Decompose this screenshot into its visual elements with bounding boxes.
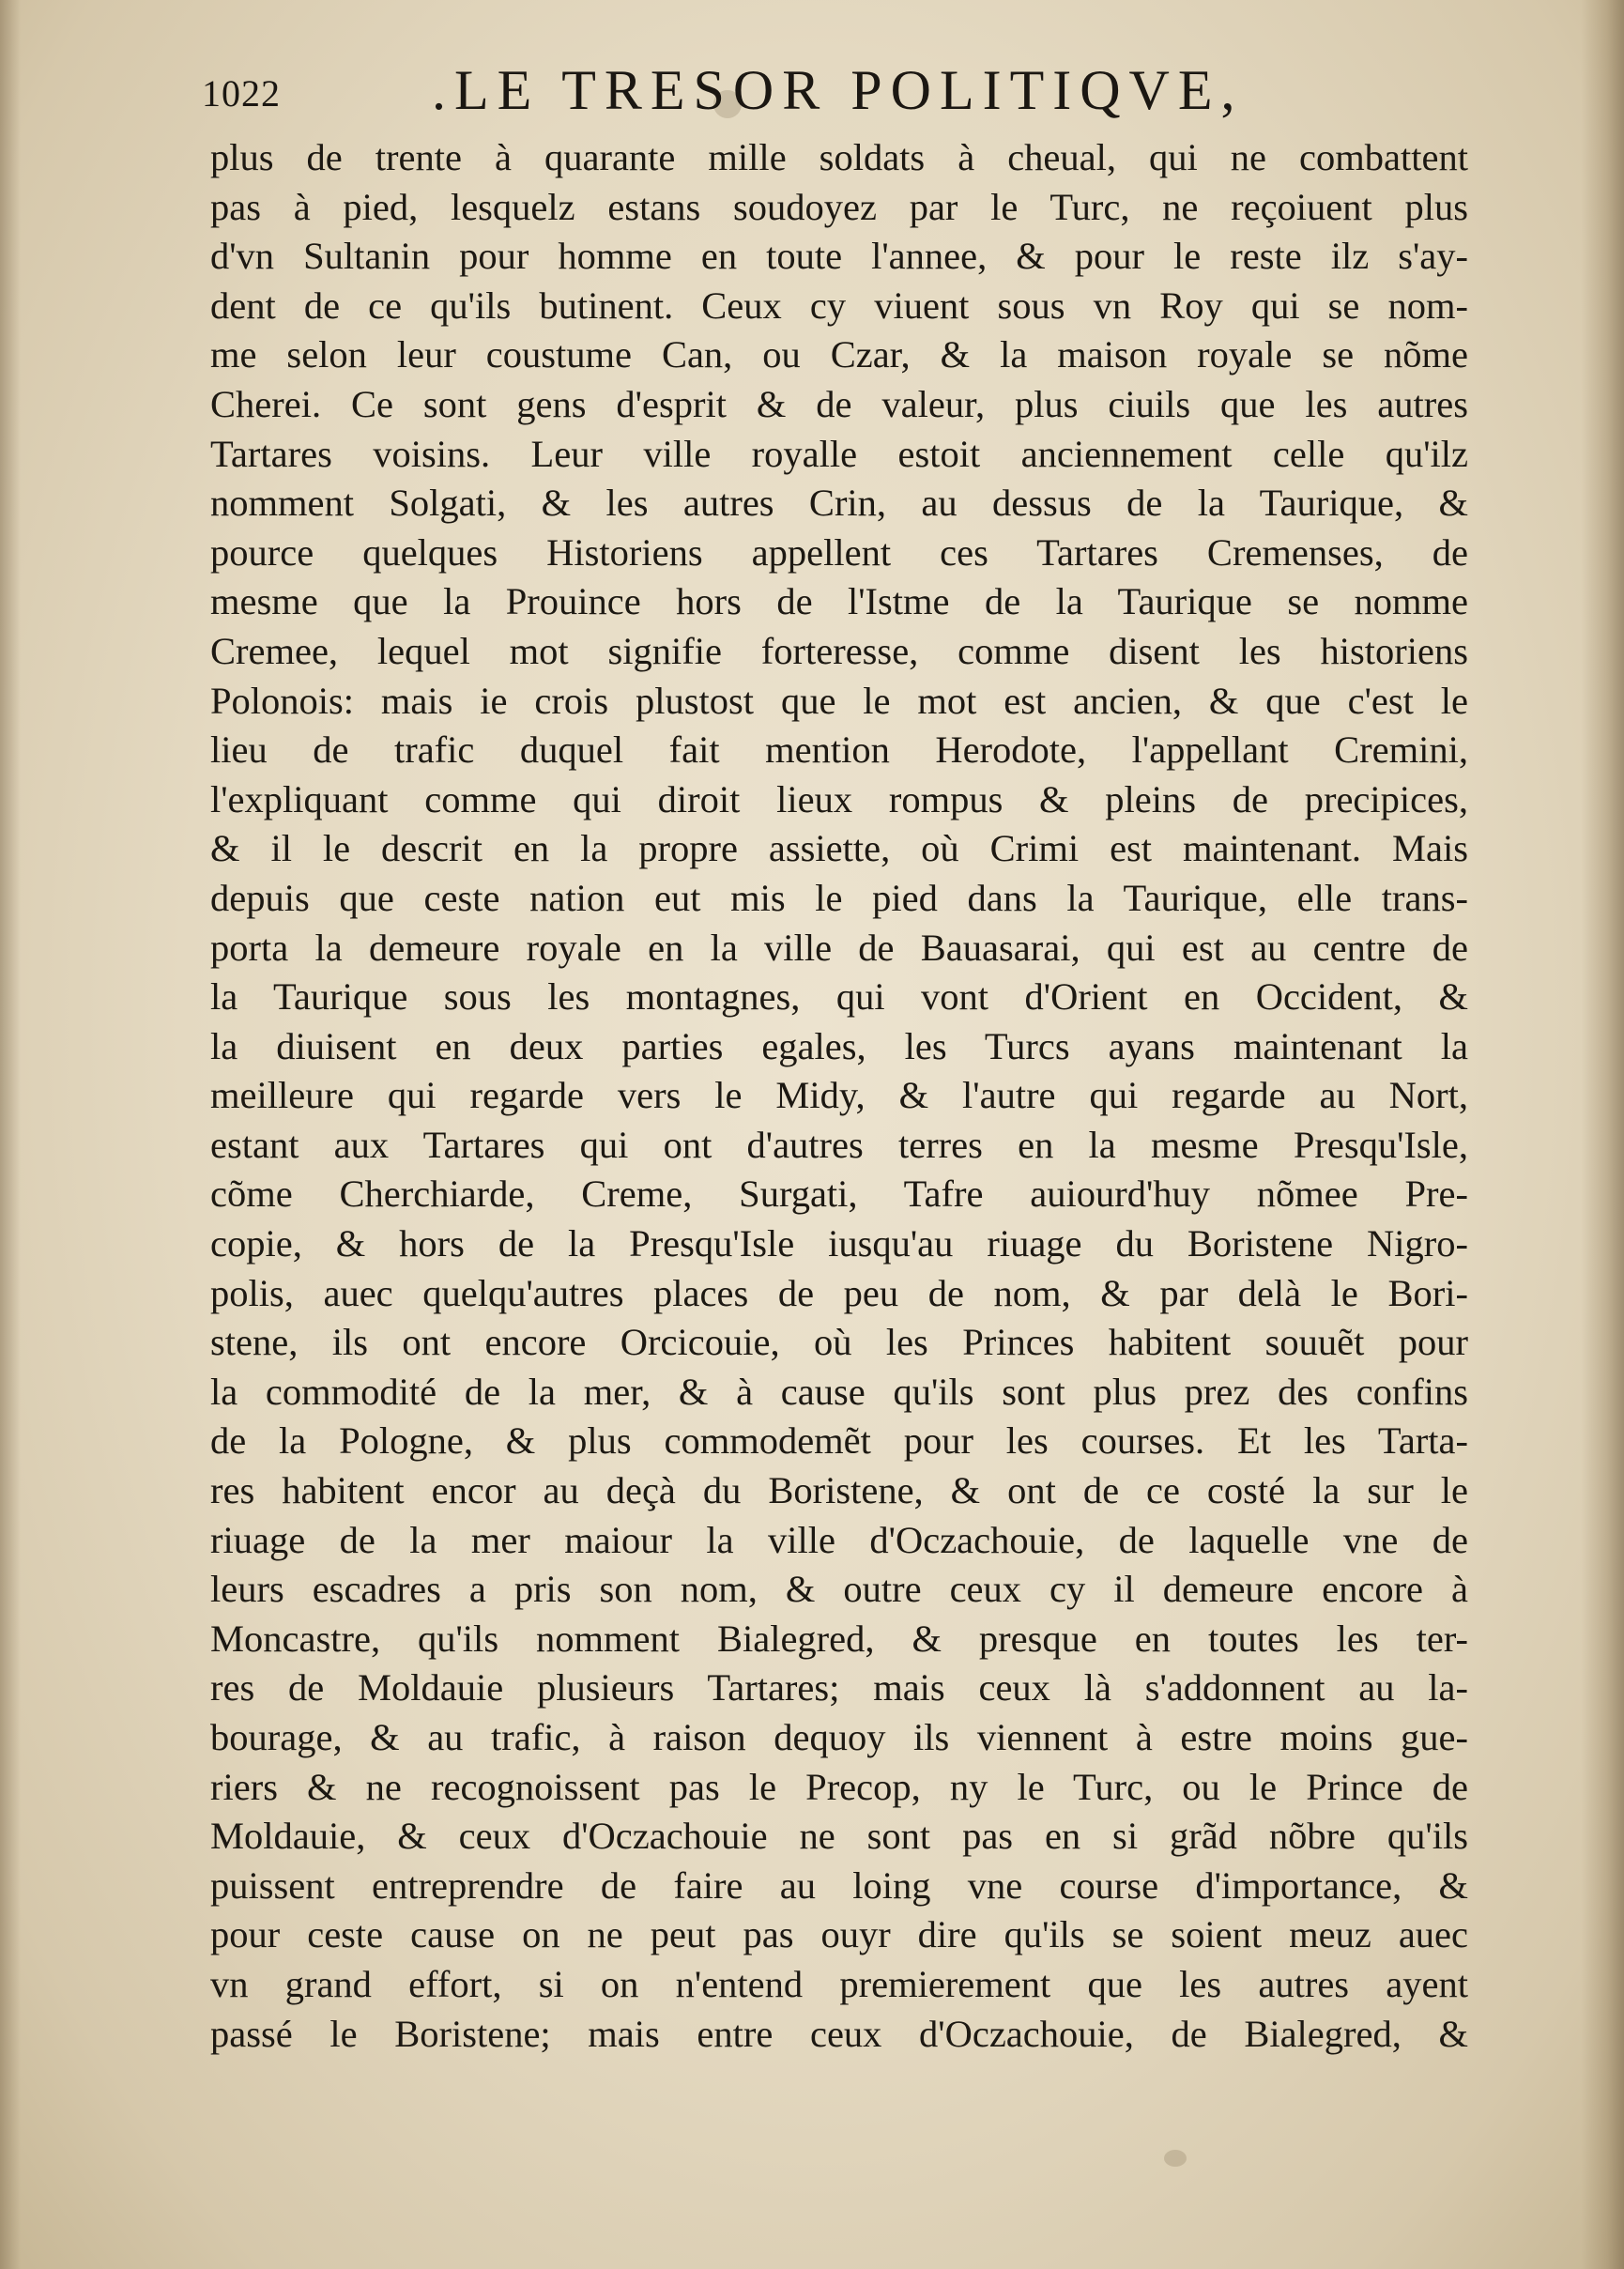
text-line: Polonois: mais ie crois plustost que le mot est ancien, & que c'est le	[210, 679, 1468, 722]
text-line: Moncastre, qu'ils nomment Bialegred, & presque en toutes les ter-	[210, 1617, 1468, 1660]
text-line: Tartares voisins. Leur ville royalle estoit anciennement celle qu'ilz	[210, 432, 1468, 475]
text-line: meilleure qui regarde vers le Midy, & l'autre qui regarde au Nort,	[210, 1074, 1468, 1117]
text-line: Cremee, lequel mot signifie forteresse, comme disent les historiens	[210, 629, 1468, 672]
ink-blot	[1164, 2150, 1187, 2167]
text-line: lieu de trafic duquel fait mention Herodote, l'appellant Cremini,	[210, 728, 1468, 772]
text-line: riuage de la mer maiour la ville d'Oczachouie, de laquelle vne de	[210, 1518, 1468, 1561]
text-line: cõme Cherchiarde, Creme, Surgati, Tafre auiourd'huy nõmee Pre-	[210, 1173, 1468, 1216]
text-line: Moldauie, & ceux d'Oczachouie ne sont pas en si grãd nõbre qu'ils	[210, 1815, 1468, 1858]
page-number: 1022	[202, 72, 281, 115]
text-line: pour ceste cause on ne peut pas ouyr dire qu'ils se soient meuz auec	[210, 1913, 1468, 1956]
text-line: puissent entreprendre de faire au loing vne course d'importance, &	[210, 1863, 1468, 1907]
text-line: l'expliquant comme qui diroit lieux rompus & pleins de precipices,	[210, 777, 1468, 820]
text-line: estant aux Tartares qui ont d'autres terres en la mesme Presqu'Isle,	[210, 1123, 1468, 1166]
text-line: res habitent encor au deçà du Boristene, & ont de ce costé la sur le	[210, 1469, 1468, 1512]
text-line: dent de ce qu'ils butinent. Ceux cy viuent sous vn Roy qui se nom-	[210, 284, 1468, 327]
text-line: depuis que ceste nation eut mis le pied dans la Taurique, elle trans-	[210, 876, 1468, 919]
body-text	[210, 133, 1468, 2059]
running-head	[202, 58, 1478, 124]
text-line: leurs escadres a pris son nom, & outre ceux cy il demeure encore à	[210, 1568, 1468, 1611]
text-line: plus de trente à quarante mille soldats à cheual, qui ne combattent	[210, 136, 1468, 178]
page-gutter-shadow	[0, 0, 21, 2269]
text-line: polis, auec quelqu'autres places de peu de nom, & par delà le Bori-	[210, 1271, 1468, 1314]
text-line: stene, ils ont encore Orcicouie, où les Princes habitent souuẽt pour	[210, 1321, 1468, 1364]
text-line: Cherei. Ce sont gens d'esprit & de valeur, plus ciuils que les autres	[210, 382, 1468, 425]
text-line: passé le Boristene; mais entre ceux d'Oczachouie, de Bialegred, &	[210, 2012, 1468, 2055]
text-line: res de Moldauie plusieurs Tartares; mais ceux là s'addonnent au la-	[210, 1666, 1468, 1709]
text-line: pource quelques Historiens appellent ces Tartares Cremenses, de	[210, 530, 1468, 574]
text-line: me selon leur coustume Can, ou Czar, & la maison royale se nõme	[210, 333, 1468, 376]
text-line: & il le descrit en la propre assiette, où Crimi est maintenant. Mais	[210, 827, 1468, 870]
text-line: nomment Solgati, & les autres Crin, au dessus de la Taurique, &	[210, 482, 1468, 525]
text-line: d'vn Sultanin pour homme en toute l'annee, & pour le reste ilz s'ay-	[210, 235, 1468, 278]
text-line: de la Pologne, & plus commodemẽt pour les courses. Et les Tarta-	[210, 1419, 1468, 1463]
text-line: pas à pied, lesquelz estans soudoyez par le Turc, ne reçoiuent plus	[210, 185, 1468, 228]
text-line: bourage, & au trafic, à raison dequoy ils viennent à estre moins gue-	[210, 1716, 1468, 1758]
text-line: porta la demeure royale en la ville de Bauasarai, qui est au centre de	[210, 926, 1468, 969]
text-line: vn grand effort, si on n'entend premierement que les autres ayent	[210, 1962, 1468, 2005]
text-line: la diuisent en deux parties egales, les Turcs ayans maintenant la	[210, 1024, 1468, 1067]
text-line: mesme que la Prouince hors de l'Istme de la Taurique se nomme	[210, 580, 1468, 623]
text-line: la Taurique sous les montagnes, qui vont d'Orient en Occident, &	[210, 975, 1468, 1019]
text-line: copie, & hors de la Presqu'Isle iusqu'au riuage du Boristene Nigro-	[210, 1222, 1468, 1265]
text-line: la commodité de la mer, & à cause qu'ils sont plus prez des confins	[210, 1370, 1468, 1413]
text-line: riers & ne recognoissent pas le Precop, ny le Turc, ou le Prince de	[210, 1765, 1468, 1808]
running-title: .LE TRESOR POLITIQVE,	[432, 59, 1244, 121]
page-edge-shadow	[1581, 0, 1624, 2269]
